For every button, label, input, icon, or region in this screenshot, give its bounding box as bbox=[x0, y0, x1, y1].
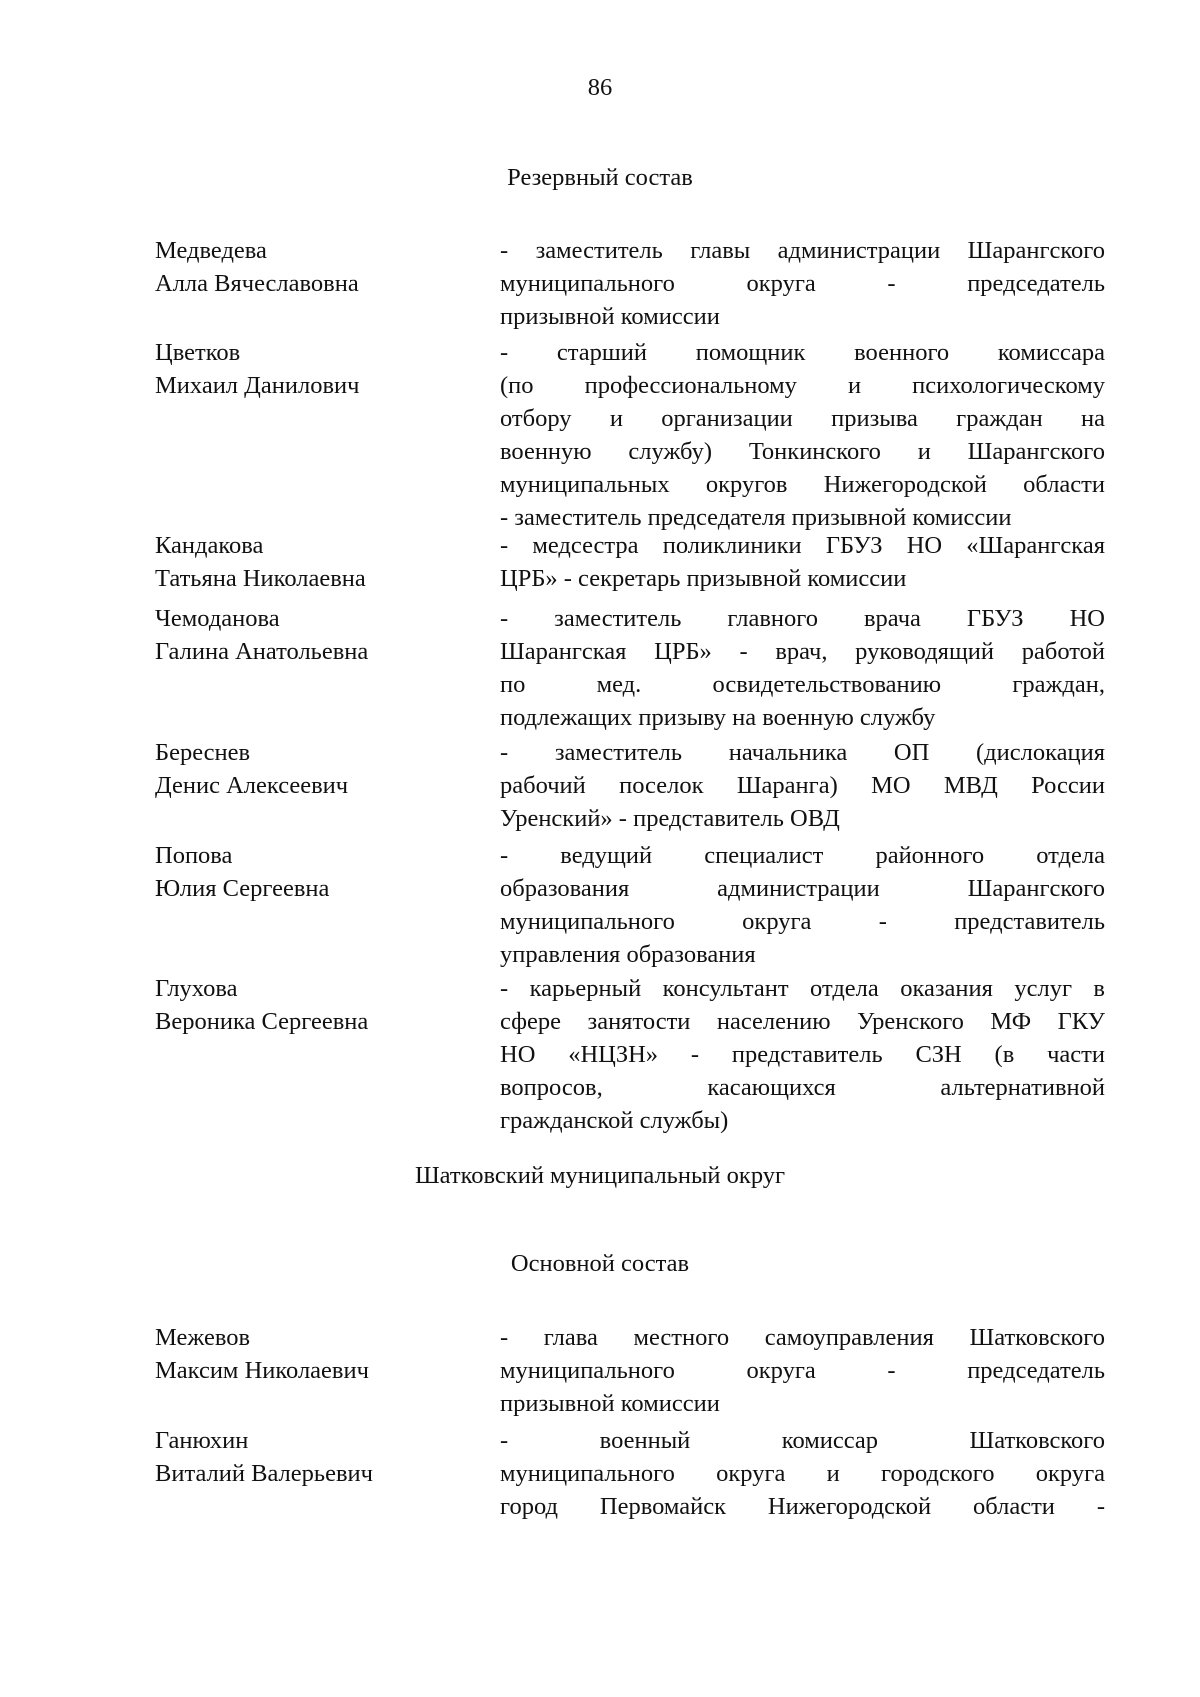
member-name bbox=[155, 972, 485, 1038]
member-name bbox=[155, 529, 485, 595]
member-name bbox=[155, 1424, 485, 1490]
role-line: образования администрации Шарангского bbox=[500, 875, 1105, 902]
member-name bbox=[155, 839, 485, 905]
page-number: 86 bbox=[587, 74, 613, 101]
role-line: гражданской службы) bbox=[500, 1107, 729, 1134]
role-line: по мед. освидетельствованию граждан, bbox=[500, 671, 1105, 698]
heading-reserve: Резервный состав bbox=[507, 164, 693, 191]
role-line: - медсестра поликлиники ГБУЗ НО «Шарангская bbox=[500, 532, 1105, 559]
member-role bbox=[500, 1424, 1105, 1523]
role-line: подлежащих призыву на военную службу bbox=[500, 704, 936, 731]
role-line: сфере занятости населению Уренского МФ ГКУ bbox=[500, 1008, 1105, 1035]
role-line: муниципального округа - председатель bbox=[500, 1357, 1105, 1384]
member-role bbox=[500, 529, 1105, 595]
member-role bbox=[500, 602, 1105, 734]
role-line: вопросов, касающихся альтернативной bbox=[500, 1074, 1105, 1101]
role-line: муниципального округа - председатель bbox=[500, 270, 1105, 297]
role-line: - карьерный консультант отдела оказания услуг в bbox=[500, 975, 1105, 1002]
member-role bbox=[500, 234, 1105, 333]
member-given-name: Татьяна Николаевна bbox=[155, 565, 366, 592]
member-given-name: Виталий Валерьевич bbox=[155, 1460, 373, 1487]
role-line: - заместитель начальника ОП (дислокация bbox=[500, 739, 1105, 766]
role-line: муниципального округа и городского округа bbox=[500, 1460, 1105, 1487]
role-line: ЦРБ» - секретарь призывной комиссии bbox=[500, 565, 907, 592]
role-line: - заместитель главы администрации Шарангского bbox=[500, 237, 1105, 264]
member-given-name: Михаил Данилович bbox=[155, 372, 360, 399]
member-role bbox=[500, 839, 1105, 971]
member-surname: Ганюхин bbox=[155, 1427, 249, 1454]
role-line: призывной комиссии bbox=[500, 1390, 720, 1417]
member-surname: Глухова bbox=[155, 975, 238, 1002]
role-line: рабочий поселок Шаранга) МО МВД России bbox=[500, 772, 1105, 799]
role-line: город Первомайск Нижегородской области - bbox=[500, 1493, 1105, 1520]
member-given-name: Денис Алексеевич bbox=[155, 772, 349, 799]
member-name bbox=[155, 1321, 485, 1387]
role-line: Шарангская ЦРБ» - врач, руководящий работой bbox=[500, 638, 1105, 665]
member-surname: Межевов bbox=[155, 1324, 251, 1351]
member-surname: Кандакова bbox=[155, 532, 264, 559]
role-line: военную службу) Тонкинского и Шарангского bbox=[500, 438, 1105, 465]
role-line: Уренский» - представитель ОВД bbox=[500, 805, 840, 832]
role-line: - старший помощник военного комиссара bbox=[500, 339, 1105, 366]
heading-main: Основной состав bbox=[510, 1250, 690, 1277]
member-surname: Чемоданова bbox=[155, 605, 280, 632]
member-given-name: Юлия Сергеевна bbox=[155, 875, 330, 902]
role-line: муниципальных округов Нижегородской области bbox=[500, 471, 1105, 498]
member-name bbox=[155, 602, 485, 668]
member-role bbox=[500, 336, 1105, 534]
member-given-name: Вероника Сергеевна bbox=[155, 1008, 369, 1035]
role-line: - военный комиссар Шатковского bbox=[500, 1427, 1105, 1454]
role-line: (по профессиональному и психологическому bbox=[500, 372, 1105, 399]
member-name bbox=[155, 736, 485, 802]
role-line: управления образования bbox=[500, 941, 756, 968]
member-role bbox=[500, 972, 1105, 1137]
member-name bbox=[155, 234, 485, 300]
member-given-name: Максим Николаевич bbox=[155, 1357, 369, 1384]
member-role bbox=[500, 736, 1105, 835]
role-line: отбору и организации призыва граждан на bbox=[500, 405, 1105, 432]
role-line: - заместитель председателя призывной комиссии bbox=[500, 504, 1012, 531]
member-surname: Цветков bbox=[155, 339, 241, 366]
role-line: - заместитель главного врача ГБУЗ НО bbox=[500, 605, 1105, 632]
role-line: муниципального округа - представитель bbox=[500, 908, 1105, 935]
role-line: - ведущий специалист районного отдела bbox=[500, 842, 1105, 869]
role-line: призывной комиссии bbox=[500, 303, 720, 330]
heading-district: Шатковский муниципальный округ bbox=[414, 1162, 786, 1189]
member-surname: Береснев bbox=[155, 739, 251, 766]
member-given-name: Галина Анатольевна bbox=[155, 638, 369, 665]
role-line: - глава местного самоуправления Шатковского bbox=[500, 1324, 1105, 1351]
member-surname: Попова bbox=[155, 842, 233, 869]
member-name bbox=[155, 336, 485, 402]
member-role bbox=[500, 1321, 1105, 1420]
role-line: НО «НЦЗН» - представитель СЗН (в части bbox=[500, 1041, 1105, 1068]
member-given-name: Алла Вячеславовна bbox=[155, 270, 359, 297]
member-surname: Медведева bbox=[155, 237, 267, 264]
